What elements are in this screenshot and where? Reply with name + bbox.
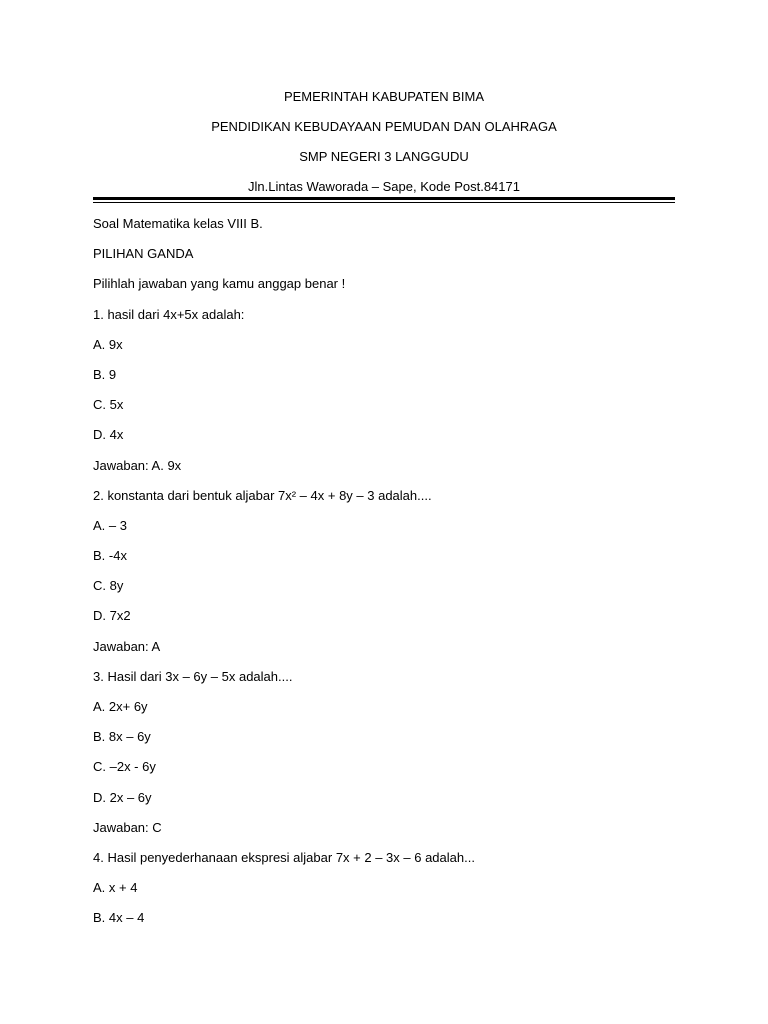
exam-content	[93, 213, 675, 938]
letterhead-school: SMP NEGERI 3 LANGGUDU	[299, 149, 469, 164]
question-2-option-d: D. 7x2	[93, 608, 131, 624]
question-3: 3. Hasil dari 3x – 6y – 5x adalah....	[93, 668, 293, 684]
question-4-option-a: A. x + 4	[93, 880, 138, 896]
instruction: Pilihlah jawaban yang kamu anggap benar !	[93, 276, 346, 292]
question-2-option-c: C. 8y	[93, 578, 124, 594]
question-3-option-d: D. 2x – 6y	[93, 789, 152, 805]
question-2-answer: Jawaban: A	[93, 638, 161, 654]
question-1-option-b: B. 9	[93, 366, 117, 382]
question-1-option-d: D. 4x	[93, 427, 124, 443]
question-3-option-a: A. 2x+ 6y	[93, 699, 148, 714]
question-1: 1. hasil dari 4x+5x adalah:	[93, 306, 245, 322]
question-3-option-c: C. –2x - 6y	[93, 759, 156, 775]
question-1-answer: Jawaban: A. 9x	[93, 457, 182, 473]
question-3-option-b: B. 8x – 6y	[93, 729, 151, 745]
question-3-answer: Jawaban: C	[93, 819, 162, 835]
letterhead-address: Jln.Lintas Waworada – Sape, Kode Post.84171	[248, 179, 520, 194]
question-1-option-c: C. 5x	[93, 397, 124, 413]
letterhead-department: PENDIDIKAN KEBUDAYAAN PEMUDAN DAN OLAHRAGA	[211, 119, 557, 134]
question-4-option-b: B. 4x – 4	[93, 910, 145, 926]
letterhead-rule-thin	[93, 202, 675, 203]
question-1-option-a: A. 9x	[93, 336, 123, 352]
section-title: PILIHAN GANDA	[93, 246, 194, 262]
question-4: 4. Hasil penyederhanaan ekspresi aljabar 7x + 2 – 3x – 6 adalah...	[93, 849, 475, 865]
question-2-option-a: A. – 3	[93, 517, 127, 533]
letterhead-government: PEMERINTAH KABUPATEN BIMA	[283, 89, 485, 104]
letterhead	[93, 86, 675, 206]
question-2-option-b: B. -4x	[93, 548, 127, 564]
letterhead-rule-thick	[93, 197, 675, 200]
exam-subject: Soal Matematika kelas VIII B.	[93, 216, 263, 231]
question-2: 2. konstanta dari bentuk aljabar 7x² – 4x + 8y – 3 adalah....	[93, 487, 432, 503]
